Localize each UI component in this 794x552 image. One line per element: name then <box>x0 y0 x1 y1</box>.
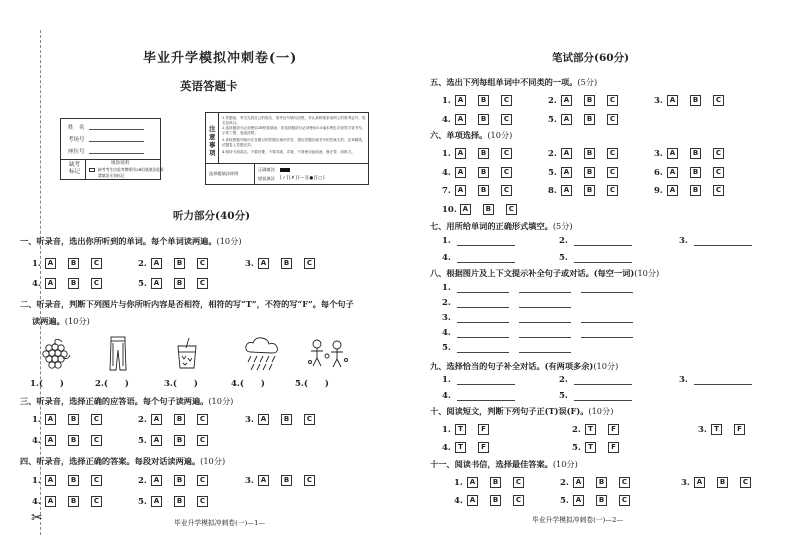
option-c[interactable]: C <box>91 496 102 507</box>
answer-line[interactable] <box>581 322 633 323</box>
option-a[interactable]: A <box>561 95 572 106</box>
answer-line[interactable] <box>457 262 515 263</box>
trousers-picture <box>108 336 128 372</box>
q3-item-5: 5. A B C <box>138 434 220 447</box>
q6-item-2: 2. A B C <box>548 147 630 160</box>
q10-item-2: 2. T F <box>572 423 631 436</box>
option-b[interactable]: B <box>584 185 595 196</box>
q3-item-2: 2. A B C <box>138 413 220 426</box>
answer-line[interactable] <box>457 337 509 338</box>
q4-item-5: 5. A B C <box>138 495 220 508</box>
listening-section-title: 听力部分(40分) <box>173 210 251 222</box>
option-c[interactable]: C <box>197 475 208 486</box>
correct-fill-sample <box>280 168 290 172</box>
q2-answer-2[interactable]: 2.( ) <box>95 379 129 389</box>
option-b[interactable]: B <box>281 475 292 486</box>
option-c[interactable]: C <box>607 148 618 159</box>
absent-label: 缺考 标记 <box>69 162 81 175</box>
written-section-title: 笔试部分(60分) <box>552 52 630 64</box>
option-c[interactable]: C <box>304 475 315 486</box>
option-a[interactable]: A <box>467 477 478 488</box>
option-b[interactable]: B <box>596 477 607 488</box>
q6-item-8: 8. A B C <box>548 184 630 197</box>
q10-item-4: 4. T F <box>442 441 501 454</box>
option-a[interactable]: A <box>455 114 466 125</box>
option-c[interactable]: C <box>91 258 102 269</box>
q6-item-10: 10. A B C <box>442 203 529 216</box>
option-c[interactable]: C <box>501 95 512 106</box>
option-b[interactable]: B <box>690 185 701 196</box>
option-c[interactable]: C <box>713 167 724 178</box>
q1-item-2: 2. A B C <box>138 257 220 270</box>
option-c[interactable]: C <box>91 475 102 486</box>
option-a[interactable]: A <box>258 475 269 486</box>
option-c[interactable]: C <box>713 95 724 106</box>
q2-answer-4[interactable]: 4.( ) <box>231 379 265 389</box>
q5-item-2: 2. A B C <box>548 94 630 107</box>
exam-room-field[interactable] <box>89 141 144 142</box>
q2-title: 二、听录音，判断下列图片与你所听内容是否相符，相符的写“T”，不符的写“F”。每个句子 <box>20 299 354 309</box>
q9-title: 九、选择恰当的句子补全对话。(有两项多余)(10分) <box>430 361 619 371</box>
option-b[interactable]: B <box>584 148 595 159</box>
answer-line[interactable] <box>457 307 509 308</box>
q7-title: 七、用所给单词的正确形式填空。(5分) <box>430 221 573 231</box>
q6-item-9: 9. A B C <box>654 184 736 197</box>
answer-line[interactable] <box>574 262 632 263</box>
option-b[interactable]: B <box>690 95 701 106</box>
option-c[interactable]: C <box>740 477 751 488</box>
q10-title: 十、阅读短文，判断下列句子正(T)误(F)。(10分) <box>430 406 614 416</box>
option-c[interactable]: C <box>513 495 524 506</box>
option-a[interactable]: A <box>45 475 56 486</box>
option-a[interactable]: A <box>258 258 269 269</box>
q4-item-4: 4. A B C <box>32 495 114 508</box>
q6-item-1: 1. A B C <box>442 147 524 160</box>
answer-line[interactable] <box>519 322 571 323</box>
q7-blank-3: 3. <box>679 236 752 246</box>
answer-line[interactable] <box>694 245 752 246</box>
q5-item-3: 3. A B C <box>654 94 736 107</box>
option-c[interactable]: C <box>607 114 618 125</box>
option-false[interactable]: F <box>478 424 489 435</box>
option-b[interactable]: B <box>174 475 185 486</box>
option-b[interactable]: B <box>281 414 292 425</box>
option-c[interactable]: C <box>506 204 517 215</box>
option-b[interactable]: B <box>478 167 489 178</box>
option-a[interactable]: A <box>561 167 572 178</box>
q7-blank-5: 5. <box>559 253 632 263</box>
scissors-icon: ✂ <box>31 510 43 526</box>
q10-item-5: 5. T F <box>572 441 631 454</box>
q11-item-3: 3. A B C <box>681 476 763 489</box>
option-true[interactable]: T <box>455 442 466 453</box>
notice-line-4: 4.保持卡面清洁，不要折叠、不要弄破、弄皱，不准使用涂改液、修正带、刮纸刀。 <box>222 150 355 154</box>
notice-line-3: 3.请按照题号顺序在各题目的答题区域内作答，超出答题区域书写的答案无效；在草稿纸、试题卷上答题无效。 <box>222 138 366 147</box>
answer-line[interactable] <box>574 245 632 246</box>
q6-item-4: 4. A B C <box>442 166 524 179</box>
option-a[interactable]: A <box>455 148 466 159</box>
name-label: 姓 名 <box>68 125 85 131</box>
option-false[interactable]: F <box>478 442 489 453</box>
option-b[interactable]: B <box>690 148 701 159</box>
option-c[interactable]: C <box>197 435 208 446</box>
option-a[interactable]: A <box>455 185 466 196</box>
q6-item-5: 5. A B C <box>548 166 630 179</box>
wrong-fill-sample: [✓][✗][—][●][○] <box>280 176 325 181</box>
answer-line[interactable] <box>457 292 509 293</box>
q11-item-5: 5. A B C <box>560 494 642 507</box>
option-b[interactable]: B <box>490 495 501 506</box>
fill-note-title: 填涂说明 <box>111 161 129 166</box>
option-a[interactable]: A <box>573 477 584 488</box>
option-a[interactable]: A <box>151 475 162 486</box>
notice-line-1: 1.答题前，考生先将自己的姓名、准考证号填写清楚，并认真核准条形码上的准考证号、姓名及科目。 <box>222 116 366 125</box>
option-a[interactable]: A <box>45 258 56 269</box>
q6-item-7: 7. A B C <box>442 184 524 197</box>
option-b[interactable]: B <box>478 148 489 159</box>
page-footer-2: 毕业升学模拟冲刺卷(一)—2— <box>532 516 624 524</box>
juice-picture <box>175 338 199 370</box>
q2-answer-3[interactable]: 3.( ) <box>164 379 198 389</box>
answer-line[interactable] <box>457 322 509 323</box>
option-false[interactable]: F <box>734 424 745 435</box>
option-b[interactable]: B <box>717 477 728 488</box>
option-c[interactable]: C <box>304 258 315 269</box>
option-a[interactable]: A <box>667 95 678 106</box>
option-c[interactable]: C <box>607 167 618 178</box>
q5-item-5: 5. A B C <box>548 113 630 126</box>
answer-line[interactable] <box>574 384 632 385</box>
option-b[interactable]: B <box>68 414 79 425</box>
option-c[interactable]: C <box>197 258 208 269</box>
answer-line[interactable] <box>519 352 571 353</box>
q7-blank-4: 4. <box>442 253 515 263</box>
choice-example-label: 选择题填涂样例 <box>209 171 239 176</box>
option-a[interactable]: A <box>45 496 56 507</box>
q11-item-1: 1. A B C <box>454 476 536 489</box>
option-c[interactable]: C <box>197 496 208 507</box>
rainy-picture <box>243 336 287 372</box>
option-a[interactable]: A <box>455 167 466 178</box>
q1-item-5: 5. A B C <box>138 277 220 290</box>
q3-item-3: 3. A B C <box>245 413 327 426</box>
option-b[interactable]: B <box>174 414 185 425</box>
option-false[interactable]: F <box>608 442 619 453</box>
absent-note: 缺考考生由监考教师用2B铅笔填涂此框 <box>98 167 164 172</box>
option-a[interactable]: A <box>151 496 162 507</box>
option-b[interactable]: B <box>281 258 292 269</box>
option-c[interactable]: C <box>501 148 512 159</box>
q1-title: 一、听录音，选出你所听到的单词。每个单词读两遍。(10分) <box>20 236 242 246</box>
q6-title: 六、单项选择。(10分) <box>430 130 513 140</box>
option-c[interactable]: C <box>501 167 512 178</box>
answer-line[interactable] <box>457 245 515 246</box>
q7-blank-1: 1. <box>442 236 515 246</box>
option-a[interactable]: A <box>455 95 466 106</box>
option-a[interactable]: A <box>561 148 572 159</box>
option-b[interactable]: B <box>68 435 79 446</box>
option-a[interactable]: A <box>694 477 705 488</box>
student-info-box <box>60 118 164 180</box>
q7-blank-2: 2. <box>559 236 632 246</box>
option-c[interactable]: C <box>619 477 630 488</box>
option-b[interactable]: B <box>174 258 185 269</box>
option-b[interactable]: B <box>584 114 595 125</box>
answer-sheet-page-1 <box>20 0 400 552</box>
option-a[interactable]: A <box>45 435 56 446</box>
option-b[interactable]: B <box>478 114 489 125</box>
q4-title: 四、听录音，选择正确的答案。每段对话读两遍。(10分) <box>20 456 226 466</box>
seat-field[interactable] <box>89 153 144 154</box>
option-c[interactable]: C <box>501 114 512 125</box>
answer-line[interactable] <box>457 384 515 385</box>
answer-line[interactable] <box>581 337 633 338</box>
option-c[interactable]: C <box>713 185 724 196</box>
option-c[interactable]: C <box>607 95 618 106</box>
q1-item-1: 1. A B C <box>32 257 114 270</box>
exam-room-label: 考场号 <box>68 137 85 143</box>
name-field[interactable] <box>89 129 144 130</box>
option-b[interactable]: B <box>478 185 489 196</box>
q5-item-1: 1. A B C <box>442 94 524 107</box>
answer-sheet-page-2: 笔试部分(60分) 五、选出下列每组单词中不同类的一项。(5分) 1. A B C 2. A B C 3. A B C 4. A B C 5. A B C 六、单项选择。(10分) 1. A B C 2. A B C 3. A B C 4. A B C 5. A B C 6. A B C 7. A B C 8. A B C 9. A B C 10. A B C 七、用所给单词的正确形式填空。(5分) 1. 2. 3. 4. 5. 八、根据图片及上下文提示补全句子或对话。(每空一词)(10分) 1. 2. 3. 4. 5. 九、选择恰当的句子补全对话。(有两项多余)(10分) 1. 2. 3. 4. 5. 十、阅读短文，判断下列句子正(T)误(F)。(10分) 1. T F 2. T F 3. T F 4. T F 5. T F 十一、阅读书信，选择最佳答案。(10分) 1. A B C 2. A B C 3. A B C 4. A B C 5. A B C 毕业升学模拟冲刺卷(一)—2— <box>418 0 778 552</box>
option-a[interactable]: A <box>561 185 572 196</box>
option-true[interactable]: T <box>711 424 722 435</box>
absent-mark-box[interactable] <box>89 168 95 172</box>
option-c[interactable]: C <box>304 414 315 425</box>
answer-line[interactable] <box>457 400 515 401</box>
option-c[interactable]: C <box>91 414 102 425</box>
children-picture <box>307 338 349 370</box>
answer-line[interactable] <box>694 384 752 385</box>
option-true[interactable]: T <box>585 424 596 435</box>
option-a[interactable]: A <box>151 278 162 289</box>
q3-item-1: 1. A B C <box>32 413 114 426</box>
option-a[interactable]: A <box>460 204 471 215</box>
option-c[interactable]: C <box>513 477 524 488</box>
q1-item-4: 4. A B C <box>32 277 114 290</box>
option-false[interactable]: F <box>608 424 619 435</box>
option-a[interactable]: A <box>151 414 162 425</box>
option-a[interactable]: A <box>45 414 56 425</box>
grapes-picture <box>39 338 73 370</box>
q1-item-3: 3. A B C <box>245 257 327 270</box>
q2-answer-1[interactable]: 1.( ) <box>30 379 64 389</box>
option-a[interactable]: A <box>151 258 162 269</box>
q6-item-3: 3. A B C <box>654 147 736 160</box>
q5-item-4: 4. A B C <box>442 113 524 126</box>
option-b[interactable]: B <box>174 496 185 507</box>
q4-item-1: 1. A B C <box>32 474 114 487</box>
answer-line[interactable] <box>519 307 571 308</box>
option-b[interactable]: B <box>478 95 489 106</box>
q10-item-1: 1. T F <box>442 423 501 436</box>
q4-item-3: 3. A B C <box>245 474 327 487</box>
q3-item-4: 4. A B C <box>32 434 114 447</box>
option-c[interactable]: C <box>713 148 724 159</box>
q6-item-6: 6. A B C <box>654 166 736 179</box>
answer-line[interactable] <box>581 292 633 293</box>
answer-line[interactable] <box>519 292 571 293</box>
option-b[interactable]: B <box>174 435 185 446</box>
q2-title-2: 读两遍。(10分) <box>32 316 90 326</box>
answer-card-title: 英语答题卡 <box>180 79 238 93</box>
answer-line[interactable] <box>519 337 571 338</box>
option-a[interactable]: A <box>667 185 678 196</box>
option-b[interactable]: B <box>483 204 494 215</box>
option-c[interactable]: C <box>607 185 618 196</box>
answer-line[interactable] <box>457 352 509 353</box>
seat-label: 座位号 <box>68 149 85 155</box>
option-c[interactable]: C <box>91 435 102 446</box>
wrong-fill-label: 错误填涂 <box>258 176 275 181</box>
option-c[interactable]: C <box>619 495 630 506</box>
option-a[interactable]: A <box>467 495 478 506</box>
q2-answer-5[interactable]: 5.( ) <box>295 379 329 389</box>
page-footer-1: 毕业升学模拟冲刺卷(一)—1— <box>174 519 266 527</box>
notice-box <box>205 112 369 185</box>
option-b[interactable]: B <box>690 167 701 178</box>
option-c[interactable]: C <box>91 278 102 289</box>
option-b[interactable]: B <box>490 477 501 488</box>
notice-line-2: 2.选择题部分必须使用2B铅笔填涂；非选择题部分必须使用0.5毫米黑色字迹签字笔书写，字体工整、笔迹清楚。 <box>222 126 366 135</box>
absent-note-2: 禁填涂无效标记 <box>98 173 125 178</box>
option-true[interactable]: T <box>585 442 596 453</box>
notice-heading: 注意事项 <box>209 125 216 157</box>
answer-line[interactable] <box>574 400 632 401</box>
option-a[interactable]: A <box>151 435 162 446</box>
option-b[interactable]: B <box>174 278 185 289</box>
option-a[interactable]: A <box>667 148 678 159</box>
option-c[interactable]: C <box>501 185 512 196</box>
option-b[interactable]: B <box>68 496 79 507</box>
option-b[interactable]: B <box>584 167 595 178</box>
q11-item-2: 2. A B C <box>560 476 642 489</box>
q10-item-3: 3. T F <box>698 423 757 436</box>
option-true[interactable]: T <box>455 424 466 435</box>
q8-title: 八、根据图片及上下文提示补全句子或对话。(每空一词)(10分) <box>430 268 660 278</box>
option-a[interactable]: A <box>561 114 572 125</box>
option-a[interactable]: A <box>573 495 584 506</box>
option-b[interactable]: B <box>68 475 79 486</box>
option-c[interactable]: C <box>197 278 208 289</box>
q11-item-4: 4. A B C <box>454 494 536 507</box>
q11-title: 十一、阅读书信，选择最佳答案。(10分) <box>430 459 578 469</box>
option-c[interactable]: C <box>197 414 208 425</box>
option-b[interactable]: B <box>68 278 79 289</box>
option-a[interactable]: A <box>45 278 56 289</box>
q5-title: 五、选出下列每组单词中不同类的一项。(5分) <box>430 77 598 87</box>
option-b[interactable]: B <box>596 495 607 506</box>
correct-fill-label: 正确填涂 <box>258 167 275 172</box>
q2-pictures <box>25 336 365 392</box>
option-a[interactable]: A <box>667 167 678 178</box>
q3-title: 三、听录音，选择正确的应答语。每个句子读两遍。(10分) <box>20 396 234 406</box>
exam-title: 毕业升学模拟冲刺卷(一) <box>143 51 298 66</box>
q4-item-2: 2. A B C <box>138 474 220 487</box>
option-b[interactable]: B <box>584 95 595 106</box>
option-a[interactable]: A <box>258 414 269 425</box>
option-b[interactable]: B <box>68 258 79 269</box>
